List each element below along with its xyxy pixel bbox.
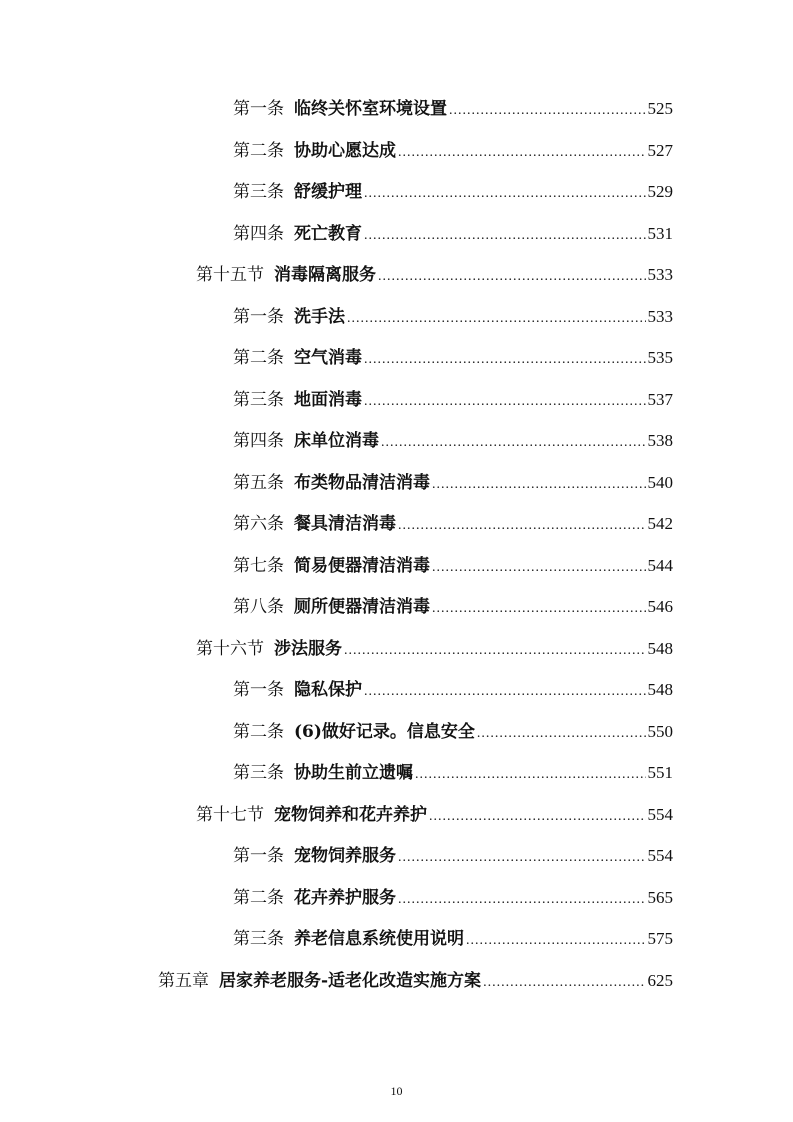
entry-title: 协助心愿达成	[294, 141, 396, 161]
entry-number: 第一条	[233, 307, 284, 327]
entry-number: 第五条	[233, 473, 284, 493]
entry-number: 第五章	[158, 971, 209, 991]
entry-title: 消毒隔离服务	[274, 265, 376, 285]
entry-page: 554	[647, 805, 673, 824]
dot-leader	[466, 929, 646, 953]
dot-leader	[364, 182, 646, 206]
entry-number: 第四条	[233, 224, 284, 244]
entry-page: 565	[647, 888, 673, 907]
entry-title: 简易便器清洁消毒	[294, 556, 430, 576]
entry-title: 花卉养护服务	[294, 888, 396, 908]
toc-entry[interactable]	[233, 554, 673, 578]
entry-title: 床单位消毒	[294, 431, 379, 451]
entry-page: 625	[647, 971, 673, 990]
entry-title: 厕所便器清洁消毒	[294, 597, 430, 617]
toc-entry[interactable]	[233, 512, 673, 536]
entry-title: 餐具清洁消毒	[294, 514, 396, 534]
entry-page: 554	[647, 846, 673, 865]
toc-section-entry[interactable]	[196, 637, 673, 661]
dot-leader	[364, 224, 646, 248]
entry-page: 544	[647, 556, 673, 575]
toc-entry[interactable]	[233, 844, 673, 868]
dot-leader	[347, 307, 646, 331]
entry-page: 546	[647, 597, 673, 616]
dot-leader	[477, 722, 646, 746]
dot-leader	[429, 805, 646, 829]
entry-number: 第三条	[233, 390, 284, 410]
entry-title: 舒缓护理	[294, 182, 362, 202]
entry-page: 550	[647, 722, 673, 741]
toc-entry[interactable]	[233, 429, 673, 453]
entry-number: 第三条	[233, 929, 284, 949]
toc-entry[interactable]	[233, 388, 673, 412]
entry-page: 575	[647, 929, 673, 948]
entry-title: 临终关怀室环境设置	[294, 99, 447, 119]
entry-title: 布类物品清洁消毒	[294, 473, 430, 493]
entry-title: 隐私保护	[294, 680, 362, 700]
entry-number: 第一条	[233, 846, 284, 866]
toc-entry[interactable]	[233, 222, 673, 246]
entry-page: 535	[647, 348, 673, 367]
entry-title: 协助生前立遗嘱	[294, 763, 413, 783]
toc-entry[interactable]	[233, 97, 673, 121]
dot-leader	[378, 265, 646, 289]
entry-number: 第十七节	[196, 805, 264, 825]
toc-entry[interactable]	[233, 720, 673, 744]
entry-page: 533	[647, 307, 673, 326]
entry-page: 548	[647, 680, 673, 699]
toc-entry[interactable]	[233, 305, 673, 329]
toc-entry[interactable]	[233, 678, 673, 702]
dot-leader	[449, 99, 646, 123]
entry-number: 第三条	[233, 763, 284, 783]
entry-number: 第三条	[233, 182, 284, 202]
entry-page: 527	[647, 141, 673, 160]
dot-leader	[398, 141, 646, 165]
entry-title: 宠物饲养服务	[294, 846, 396, 866]
toc-entry[interactable]	[233, 886, 673, 910]
dot-leader	[364, 348, 646, 372]
entry-title: 涉法服务	[274, 639, 342, 659]
entry-number: 第一条	[233, 99, 284, 119]
dot-leader	[483, 971, 645, 995]
dot-leader	[398, 846, 646, 870]
entry-number: 第二条	[233, 722, 284, 742]
entry-page: 525	[647, 99, 673, 118]
toc-chapter-entry[interactable]	[158, 969, 673, 993]
entry-page: 537	[647, 390, 673, 409]
entry-page: 533	[647, 265, 673, 284]
entry-number: 第七条	[233, 556, 284, 576]
toc-entry[interactable]	[233, 471, 673, 495]
toc-entry[interactable]	[233, 139, 673, 163]
entry-title: 养老信息系统使用说明	[294, 929, 464, 949]
dot-leader	[415, 763, 646, 787]
entry-number: 第十六节	[196, 639, 264, 659]
toc-entry[interactable]	[233, 180, 673, 204]
toc-entry[interactable]	[233, 346, 673, 370]
entry-title: (6)做好记录。信息安全	[294, 722, 475, 742]
toc-section-entry[interactable]	[196, 803, 673, 827]
entry-number: 第二条	[233, 141, 284, 161]
entry-number: 第十五节	[196, 265, 264, 285]
dot-leader	[398, 888, 646, 912]
entry-page: 542	[647, 514, 673, 533]
dot-leader	[432, 556, 646, 580]
dot-leader	[364, 680, 646, 704]
entry-title: 居家养老服务-适老化改造实施方案	[219, 971, 482, 991]
entry-title: 空气消毒	[294, 348, 362, 368]
entry-page: 538	[647, 431, 673, 450]
dot-leader	[432, 597, 646, 621]
toc-section-entry[interactable]	[196, 263, 673, 287]
entry-number: 第二条	[233, 888, 284, 908]
dot-leader	[398, 514, 646, 538]
entry-number: 第四条	[233, 431, 284, 451]
entry-page: 548	[647, 639, 673, 658]
toc-entry[interactable]	[233, 761, 673, 785]
dot-leader	[432, 473, 646, 497]
dot-leader	[364, 390, 646, 414]
dot-leader	[344, 639, 646, 663]
entry-number: 第一条	[233, 680, 284, 700]
entry-page: 540	[647, 473, 673, 492]
page-number: 10	[390, 1084, 403, 1098]
dot-leader	[381, 431, 646, 455]
toc-entry[interactable]	[233, 927, 673, 951]
entry-number: 第八条	[233, 597, 284, 617]
entry-title: 死亡教育	[294, 224, 362, 244]
entry-page: 529	[647, 182, 673, 201]
toc-entry[interactable]	[233, 595, 673, 619]
entry-number: 第二条	[233, 348, 284, 368]
entry-number: 第六条	[233, 514, 284, 534]
entry-title: 地面消毒	[294, 390, 362, 410]
entry-title: 宠物饲养和花卉养护	[274, 805, 427, 825]
entry-title: 洗手法	[294, 307, 345, 327]
entry-page: 551	[647, 763, 673, 782]
entry-page: 531	[647, 224, 673, 243]
